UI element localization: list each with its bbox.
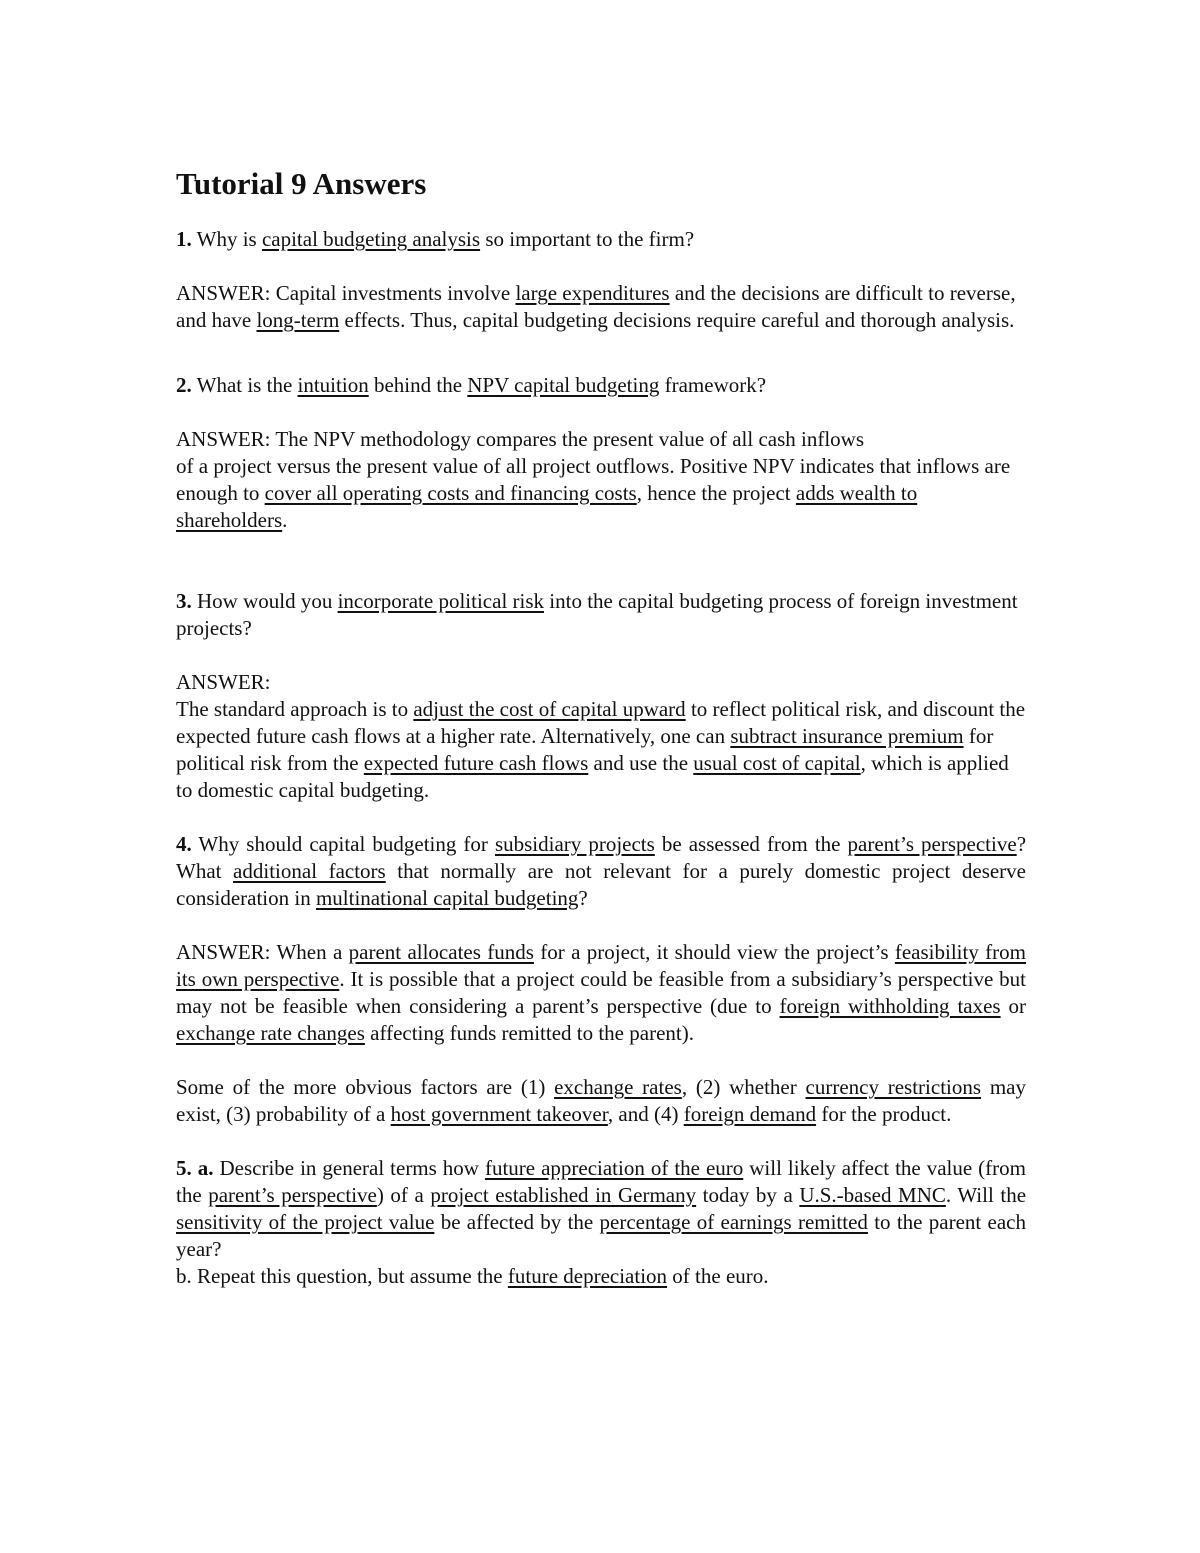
underlined-term: adjust the cost of capital upward [413,697,686,721]
underlined-term: expected future cash flows [363,751,589,775]
answer-4 [176,939,1026,1047]
underlined-term: parent’s perspective [208,1183,377,1207]
question-text [176,589,1018,640]
text-run: be affected by the [434,1210,600,1234]
text-run: for political risk from the [176,724,994,775]
underlined-term: foreign demand [683,1102,817,1126]
underlined-term: incorporate political risk [337,589,545,613]
text-run: will likely affect the value (from the [176,1156,1026,1207]
underlined-term: usual cost of capital [693,751,861,775]
underlined-term: future depreciation [507,1264,668,1288]
question-number: 3. [176,589,192,613]
underlined-term: long-term [256,308,340,332]
text-run: Why should capital budgeting for [191,832,495,856]
text-run: , and (4) [607,1102,684,1126]
underlined-term: NPV capital budgeting [467,373,660,397]
text-run: so important to the firm? [480,227,695,251]
question-2 [176,372,1026,399]
text-run: today by a [696,1183,800,1207]
question-3 [176,588,1026,642]
text-run: Describe in general terms how [213,1156,485,1180]
question-number: 2. [176,373,192,397]
underlined-term: capital budgeting analysis [261,227,481,251]
underlined-term: foreign withholding taxes [779,994,1001,1018]
text-run: Some of the more obvious factors are (1) [176,1075,555,1099]
text-run: ) of a [376,1183,431,1207]
text-run: and the decisions are difficult to reverse, and have [176,281,1016,332]
underlined-term: adds wealth to shareholders [176,481,918,532]
text-run: ANSWER: The NPV methodology compares the present value of all cash inflows [176,427,865,451]
underlined-term: cover all operating costs and financing costs [264,481,637,505]
page-title: Tutorial 9 Answers [176,166,427,201]
text-run: framework? [659,373,767,397]
text-run: , hence the project [636,481,796,505]
underlined-term: percentage of earnings remitted [599,1210,868,1234]
underlined-term: host government takeover [390,1102,608,1126]
text-run: . It is possible that a project could be feasible from a subsidiary’s perspective but may not be feasible when considering a parent’s perspective (due to [176,967,1027,1018]
question-number: 5. a. [176,1156,214,1180]
underlined-term: intuition [297,373,369,397]
question-text [176,1156,1026,1261]
text-run: The standard approach is to [176,697,414,721]
text-run: for the product. [816,1102,952,1126]
underlined-term: additional factors [233,859,386,883]
text-run: , which is applied to domestic capital budgeting. [176,751,1009,802]
underlined-term: exchange rate changes [176,1021,365,1045]
question-4 [176,831,1026,912]
text-run: What is the [191,373,298,397]
underlined-term: subtract insurance premium [730,724,964,748]
question-text [176,832,1026,910]
underlined-term: feasibility from its own perspective [176,940,1027,991]
text-run: affecting funds remitted to the parent). [364,1021,694,1045]
question-number: 1. [176,227,192,251]
answer-4-factors [176,1074,1026,1128]
text-run: of a project versus the present value of all project outflows. Positive NPV indicates that inflows are enough to [176,454,1011,505]
text-run: or [1000,994,1027,1018]
answer-1 [176,280,1026,334]
text-run: ? [578,886,588,910]
underlined-term: large expenditures [515,281,670,305]
text-run: effects. Thus, capital budgeting decisions require careful and thorough analysis. [339,308,1015,332]
document-page [176,164,1026,1290]
text-run: How would you [191,589,338,613]
text-run: . Will the [945,1183,1027,1207]
text-run: ANSWER: Capital investments involve [176,281,516,305]
question-5a [176,1155,1026,1263]
question-text [192,373,766,397]
text-run: for a project, it should view the project’s [533,940,895,964]
answer-3 [176,696,1026,804]
text-run: into the capital budgeting process of foreign investment projects? [176,589,1018,640]
question-1 [176,226,1026,253]
underlined-term: future appreciation of the euro [484,1156,744,1180]
question-5b [176,1263,1026,1290]
text-run: Why is [191,227,262,251]
text-run: ? What [176,832,1027,883]
text-run: , (2) whether [681,1075,806,1099]
question-text [192,227,694,251]
answer-3-label: ANSWER: [176,670,271,694]
underlined-term: project established in Germany [430,1183,697,1207]
text-run: . [282,508,288,532]
answer-2 [176,426,1026,534]
underlined-term: sensitivity of the project value [176,1210,435,1234]
underlined-term: currency restrictions [805,1075,982,1099]
text-run: to reflect political risk, and discount the expected future cash flows at a higher rate. Alternatively, one can [176,697,1026,748]
text-run: b. Repeat this question, but assume the [176,1264,508,1288]
text-run: behind the [368,373,468,397]
underlined-term: parent allocates funds [348,940,534,964]
underlined-term: U.S.-based MNC [799,1183,946,1207]
text-run: of the euro. [667,1264,769,1288]
text-run: that normally are not relevant for a purely domestic project deserve consideration in [176,859,1027,910]
text-run: ANSWER: When a [176,940,349,964]
underlined-term: exchange rates [554,1075,682,1099]
underlined-term: parent’s perspective [847,832,1017,856]
question-number: 4. [176,832,192,856]
text-run: may exist, (3) probability of a [176,1075,1026,1126]
text-run: and use the [588,751,694,775]
underlined-term: subsidiary projects [494,832,655,856]
text-run: be assessed from the [654,832,848,856]
underlined-term: multinational capital budgeting [315,886,579,910]
text-run: to the parent each year? [176,1210,1026,1261]
